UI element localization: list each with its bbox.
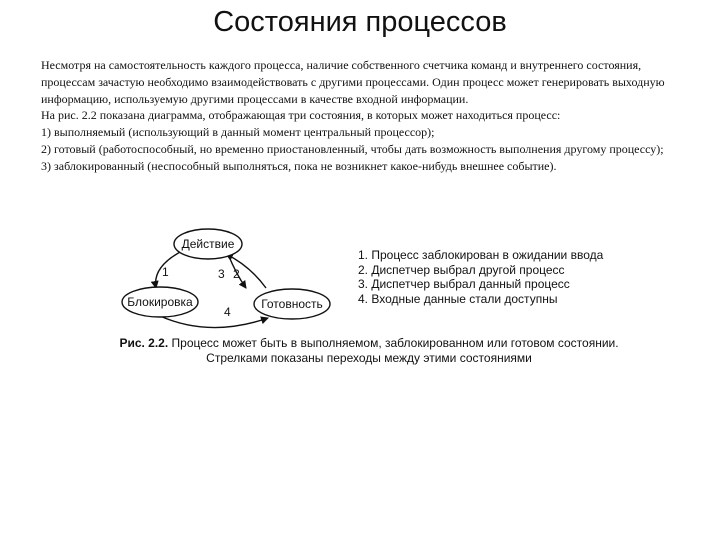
legend-item: 3. Диспетчер выбрал данный процесс xyxy=(358,277,570,291)
transition-number-3: 3 xyxy=(218,267,225,281)
transition-number-4: 4 xyxy=(224,305,231,319)
list-item-blocked: 3) заблокированный (неспособный выполняться, пока не возникнет какое-нибудь внешнее событие). xyxy=(41,158,557,173)
process-state-figure xyxy=(100,222,640,372)
state-label-ready: Готовность xyxy=(261,297,323,311)
state-diagram xyxy=(100,222,350,334)
transition-legend xyxy=(358,248,638,306)
transition-arrow-1 xyxy=(156,250,184,288)
body-text xyxy=(41,57,691,175)
transition-arrow-3 xyxy=(226,254,266,288)
state-label-blocked: Блокировка xyxy=(127,295,193,309)
transition-number-1: 1 xyxy=(162,265,169,279)
paragraph-figure-ref: На рис. 2.2 показана диаграмма, отображающая три состояния, в которых может находиться процесс: xyxy=(41,108,561,123)
legend-item: 1. Процесс заблокирован в ожидании ввода xyxy=(358,248,604,262)
figure-caption xyxy=(104,336,634,365)
page-title: Состояния процессов xyxy=(213,6,507,38)
legend-item: 2. Диспетчер выбрал другой процесс xyxy=(358,262,565,277)
state-label-running: Действие xyxy=(181,237,235,251)
paragraph-intro: Несмотря на самостоятельность каждого процесса, наличие собственного счетчика команд и внутреннего состояния, процессам зачастую необходимо взаимодействовать с другими процессами. Один процесс может генерировать выходную информацию, используемую другими процессами в качестве входной информации. xyxy=(41,58,665,106)
caption-label: Рис. 2.2. xyxy=(119,336,169,350)
list-item-ready: 2) готовый (работоспособный, но временно приостановленный, чтобы дать возможность выполнения другому процессу); xyxy=(41,141,664,156)
caption-line-2: Стрелками показаны переходы между этими состояниями xyxy=(206,350,532,365)
transition-arrow-4 xyxy=(160,316,268,328)
list-item-running: 1) выполняемый (использующий в данный момент центральный процессор); xyxy=(41,125,435,140)
transition-number-2: 2 xyxy=(233,267,240,281)
legend-item: 4. Входные данные стали доступны xyxy=(358,291,558,306)
caption-line-1: Процесс может быть в выполняемом, заблокированном или готовом состоянии. xyxy=(168,336,619,350)
